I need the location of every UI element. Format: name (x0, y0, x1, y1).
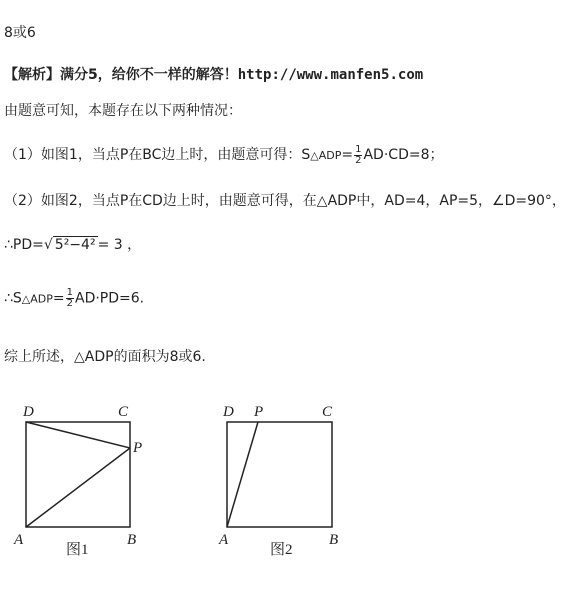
fig1-caption: 图1 (66, 542, 89, 558)
source-url: http://www.manfen5.com (237, 67, 424, 83)
pd-suffix: = 3 ， (97, 237, 142, 253)
case1-line (4, 144, 444, 166)
figure2 (210, 395, 360, 592)
area-frac-num: 1 (66, 287, 73, 298)
sqrt-symbol: √ (43, 237, 53, 253)
pd-line (4, 234, 141, 254)
fig2-label-C: C (322, 404, 333, 420)
fig1-label-P: P (133, 440, 143, 456)
fig2-line-AP (227, 422, 258, 527)
fig1-line-AP (26, 448, 130, 527)
analysis-header (4, 64, 423, 84)
fig2-label-P: P (254, 404, 264, 420)
case2-line: （2）如图2，当点P在CD边上时，由题意可得，在△ADP中，AD=4，AP=5，∠D=90°， (4, 193, 566, 209)
fig1-square (26, 422, 130, 527)
case1-subscript: △ADP (310, 149, 342, 162)
fig2-caption: 图2 (270, 542, 293, 558)
intro-text: 由题意可知，本题存在以下两种情况： (4, 103, 242, 119)
fig2-label-A: A (219, 532, 229, 548)
case1-equals: = (341, 147, 354, 163)
case1-suffix: AD·CD=8； (363, 147, 444, 163)
area-line (4, 288, 144, 309)
pd-prefix: ∴PD= (4, 237, 44, 253)
fig1-label-D: D (23, 404, 34, 420)
fig2-label-B: B (329, 532, 339, 548)
conclusion-text: 综上所述，△ADP的面积为8或6. (4, 349, 206, 365)
case1-frac-num: 1 (355, 143, 362, 155)
case1-prefix: （1）如图1，当点P在BC边上时，由题意可得：S (4, 147, 311, 163)
area-subscript: △ADP (21, 292, 53, 306)
analysis-tag: 【解析】满分5，给你不一样的解答！ (4, 67, 238, 83)
fig1-line-DP (26, 422, 130, 448)
sqrt-radicand: 5²−4² (54, 237, 96, 253)
area-fraction (66, 288, 74, 309)
case1-frac-den: 2 (355, 154, 362, 166)
area-suffix: AD·PD=6. (75, 290, 145, 307)
fig1-label-A: A (14, 532, 24, 548)
case1-fraction (354, 145, 362, 166)
area-prefix: ∴S (4, 290, 22, 307)
area-frac-den: 2 (66, 298, 73, 309)
fig1-label-C: C (118, 404, 129, 420)
fig2-label-D: D (223, 404, 234, 420)
answer-text: 8或6 (4, 25, 36, 41)
area-equals: = (52, 290, 65, 307)
fig1-label-B: B (127, 532, 137, 548)
